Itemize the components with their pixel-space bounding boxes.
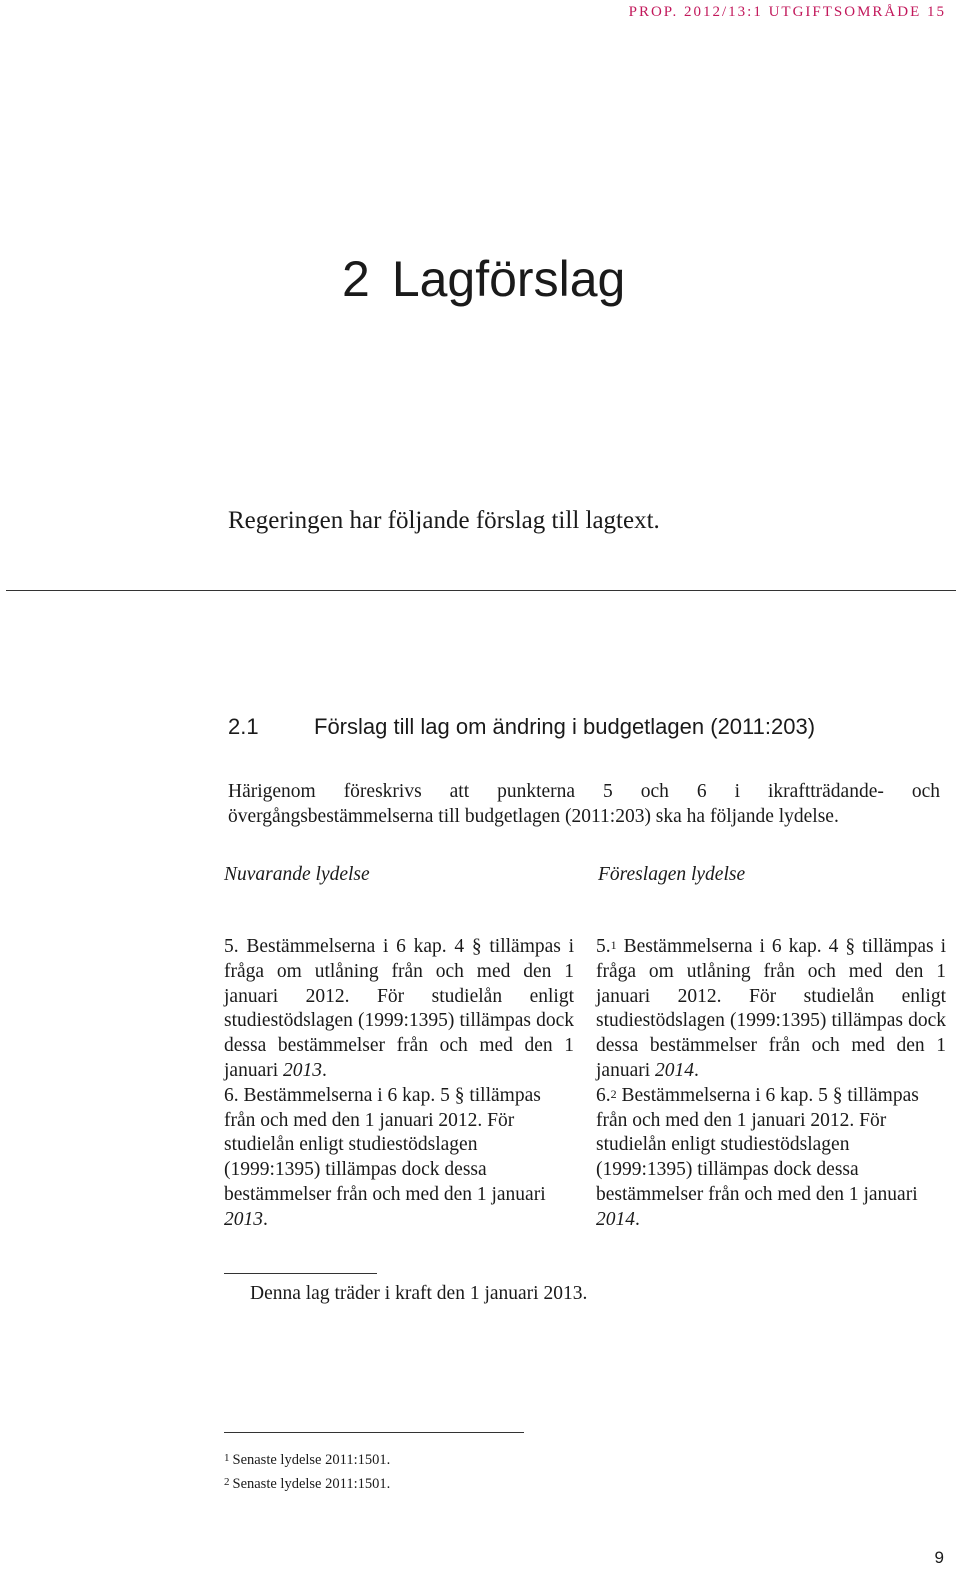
- proposed-wording-column: [596, 935, 946, 1233]
- footnote: [224, 1476, 390, 1493]
- point-year: 2014: [655, 1059, 695, 1081]
- lead-paragraph: Härigenom föreskrivs att punkterna 5 och 6 i ikraftträdande- och övergångsbestämmelserna till budgetlagen (2011:203) ska ha följande lydelse.: [228, 781, 940, 827]
- footnote-ref: 2: [610, 1086, 617, 1101]
- proposed-point-6: 6.$^2$ Bestämmelserna i 6 kap. 5 § tillämpas från och med den 1 januari 2012. För studielån enligt studiestödslagen (1999:1395) tillämpas dock dessa bestämmelser från och med den 1 januari 2014.: [596, 1084, 919, 1230]
- current-point-6: 6. Bestämmelserna i 6 kap. 5 § tillämpas från och med den 1 januari 2012. För studielån enligt studiestödslagen (1999:1395) tillämpas dock dessa bestämmelser från och med den 1 januari 2013.: [224, 1084, 546, 1230]
- proposed-point-5: 5.$^1$ Bestämmelserna i 6 kap. 4 § tillämpas i fråga om utlåning från och med den 1 januari 2012. För studielån enligt studiestödslagen (1999:1395) tillämpas dock dessa bestämmelser från och med den 1 januari 2014.: [596, 936, 947, 1081]
- running-header: PROP. 2012/13:1 UTGIFTSOMRÅDE 15: [628, 4, 946, 20]
- page-divider: [6, 590, 956, 591]
- point-body: Bestämmelserna i 6 kap. 4 § tillämpas i fråga om utlåning från och med den 1 januari 2012. För studielån enligt studiestödslagen (1999:1395) tillämpas dock dessa bestämmelser från och med den 1 januari: [596, 936, 947, 1081]
- point-number: 6.: [596, 1084, 611, 1106]
- point-year: 2014: [596, 1208, 635, 1230]
- page-number: 9: [934, 1548, 944, 1567]
- point-year: 2013: [224, 1208, 263, 1230]
- footnote-text: Senaste lydelse 2011:1501.: [232, 1476, 391, 1492]
- section-heading: [228, 714, 815, 740]
- footnote: [224, 1452, 390, 1469]
- current-wording-column: [224, 935, 574, 1233]
- point-body: Bestämmelserna i 6 kap. 4 § tillämpas i fråga om utlåning från och med den 1 januari 2012. För studielån enligt studiestödslagen (1999:1395) tillämpas dock dessa bestämmelser från och med den 1 januari: [224, 936, 575, 1081]
- footnote-text: Senaste lydelse 2011:1501.: [232, 1452, 391, 1468]
- chapter-title: Lagförslag: [391, 251, 626, 307]
- proposed-wording-heading: Föreslagen lydelse: [598, 864, 746, 885]
- chapter-number: 2: [342, 251, 370, 307]
- intro-text: Regeringen har följande förslag till lagtext.: [228, 507, 660, 534]
- point-number: 5.: [596, 936, 611, 957]
- section-title: Förslag till lag om ändring i budgetlagen (2011:203): [314, 714, 816, 739]
- point-body: Bestämmelserna i 6 kap. 5 § tillämpas från och med den 1 januari 2012. För studielån enligt studiestödslagen (1999:1395) tillämpas dock dessa bestämmelser från och med den 1 januari: [224, 1084, 546, 1205]
- footnote-mark: 2: [224, 1476, 230, 1488]
- point-year: 2013: [283, 1059, 323, 1081]
- enactment-clause: Denna lag träder i kraft den 1 januari 2013.: [250, 1283, 588, 1304]
- chapter-heading: [342, 250, 625, 308]
- current-wording-heading: Nuvarande lydelse: [224, 864, 370, 885]
- footnote-rule: [224, 1432, 524, 1433]
- point-body: Bestämmelserna i 6 kap. 5 § tillämpas från och med den 1 januari 2012. För studielån enligt studiestödslagen (1999:1395) tillämpas dock dessa bestämmelser från och med den 1 januari: [596, 1084, 919, 1205]
- point-number: 5.: [224, 936, 239, 957]
- current-point-5: 5. Bestämmelserna i 6 kap. 4 § tillämpas i fråga om utlåning från och med den 1 januari 2012. För studielån enligt studiestödslagen (1999:1395) tillämpas dock dessa bestämmelser från och med den 1 januari 2013.: [224, 936, 575, 1081]
- point-number: 6.: [224, 1084, 239, 1106]
- footnote-ref: 1: [610, 938, 617, 952]
- section-number: 2.1: [228, 714, 259, 739]
- enactment-rule: [224, 1273, 377, 1274]
- footnote-mark: 1: [224, 1452, 230, 1464]
